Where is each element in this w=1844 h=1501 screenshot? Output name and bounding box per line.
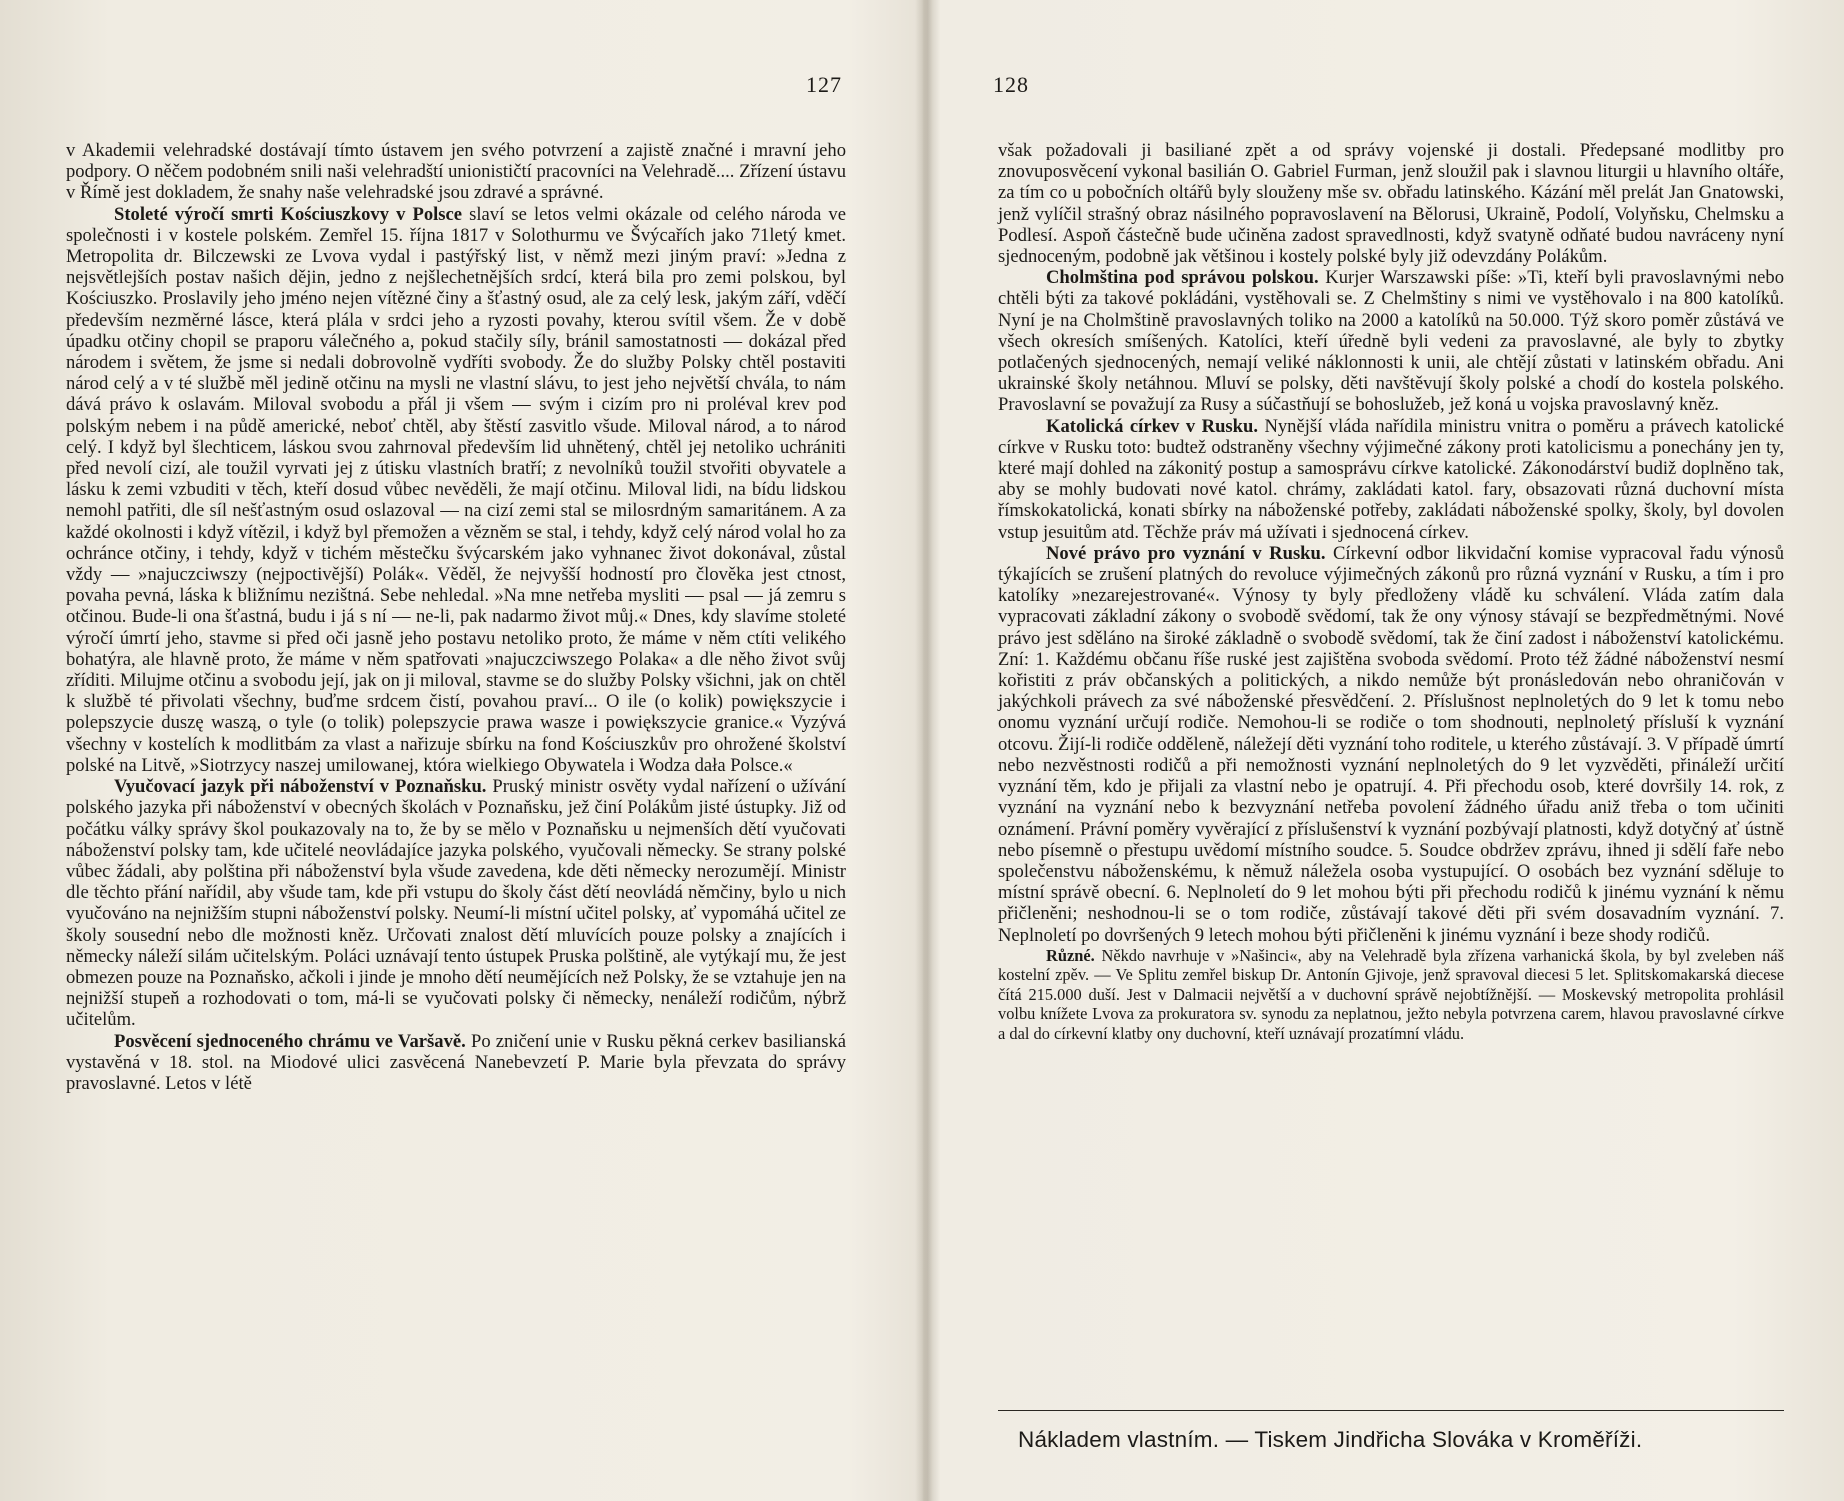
page-gutter xyxy=(915,0,933,1501)
paragraph-text: v Akademii velehradské dostávají tímto ústavem jen svého potvrzení a zajistě značné i mravní jeho podpory. O něčem podobném snili naši velehradští unionističtí pracovníci na Velehradě.... Zřízení ústavu v Římě jest dokladem, že snahy naše velehradské jsou zdravé a správné. xyxy=(66,140,846,204)
section-heading: Různé. xyxy=(1046,945,1095,965)
right-paragraph-1 xyxy=(998,140,1784,267)
paragraph-text: slaví se letos velmi okázale od celého národa ve společnosti i v kostele polském. Zemřel 15. října 1817 v Solothurmu ve Švýcařích jako 71letý kmet. Metropolita dr. Bilczewski ze Lvova vydal i pastýřský list, v němž mezi jiným praví: »Jedna z nejsvětlejších postav našich dějin, jedno z nejšlechetnějších srdcí, která bila pro zemi polskou, byl Kościuszko. Proslavily jeho jméno nejen vítězné činy a šťastný osud, ale za celý lesk, jakým září, vděčí především nezměrné lásce, která plála v srdci jeho a ryzosti povahy, kterou svítil všem. Že v době úpadku otčiny chopil se praporu válečného a, pokud stačily síly, bránil samostatnosti — dokázal před národem i světem, že jsme si nedali dobrovolně vydříti svobody. Že do služby Polsky chtěl postaviti národ celý a v té službě měl jedině otčinu na mysli ne vlastní slávu, to jest jeho největší chvála, to nám dává právo k oslavám. Miloval svobodu a přál ji všem — svým i cizím pro ni proléval krev pod polským nebem i na půdě americké, neboť chtěl, aby štěstí zasvitlo všude. Miloval národ, a to národ celý. I když byl šlechticem, láskou svou zahrnoval především lid uhnětený, chtěl jej netoliko uchrániti před nevolí cizí, ale toužil vyrvati jej z útisku vlastních bratří; z nevolníků toužil stvořiti obyvatele a lásku k zemi vzbuditi v těch, kteří dosud vůbec nevěděli, že mají otčinu. Miloval lidi, na bídu lidskou nemohl patřiti, dle síl nešťastným osud oslazoval — na cizí zemi stal se milosrdným samaritánem. A za každé okolnosti i když vítězil, i když byl přemožen a vězněm se stal, i tehdy, když celý národ volal ho za ochránce otčiny, i tehdy, když v tichém městečku švýcarském jako vyhnanec život dokonával, zůstal vždy — »najuczciwszy (nejpoctivější) Polák«. Věděl, že nejvyšší hodností pro člověka jest ctnost, povaha pevná, láska k bližnímu nezištná. Sebe nehledal. »Na mne netřeba mysliti — psal — já zemru s otčinou. Bude-li ona šťastná, budu i já s ní — ne-li, pak nadarmo život můj.« Dnes, kdy slavíme stoleté výročí úmrtí jeho, stavme si před oči jasně jeho postavu netoliko proto, že máme v něm ctíti velikého bohatýra, ale hlavně proto, že máme v něm spatřovati »najuczciwszego Polaka« a dle něho život svůj zříditi. Milujme otčinu a svobodu její, jak on ji miloval, stavme se do služby Polsky všichni, jak on chtěl k službě té přivolati všechny, buďme srdcem čistí, povahou praví... O ile (o kolik) powiększycie i polepszycie duszę waszą, o tyle (o tolik) polepszycie prawa wasze i powiększycie granice.« Vyzývá všechny v kostelích k modlitbám za vlast a nařizuje sbírku na fond Kościuszkův pro ohrožené školství polské na Litvě, »Siotrzycy naszej umilowanej, która wielkiego Obywatela i Wodza dała Polsce.« xyxy=(66,203,847,776)
right-paragraph-2 xyxy=(998,267,1784,415)
section-heading: Posvěcení sjednoceného chrámu ve Varšavě. xyxy=(114,1030,466,1052)
left-paragraph-4 xyxy=(66,1031,846,1095)
section-heading: Stoleté výročí smrti Kościuszkovy v Polsce xyxy=(114,203,463,225)
section-heading: Nové právo pro vyznání v Rusku. xyxy=(1046,542,1326,564)
left-page xyxy=(0,0,915,1501)
paragraph-text: Církevní odbor likvidační komise vypracoval řadu výnosů týkajících se zrušení platných do revoluce výjimečných zákonů pro různá vyznání v Rusku, a tím i pro katolíky »nezarejestrované«. Výnosy ty byly předloženy vládě ku schválení. Vláda zatím dala vypracovati základní zákony o svobodě svědomí, tak že ony výnosy stávají se bezpředmětnými. Nové právo jest sděláno na široké základně o svobodě svědomí, tak že činí zadost i náboženství katolickému. Zní: 1. Každému občanu říše ruské jest zajištěna svoboda svědomí. Proto též žádné náboženství nesmí kořistiti z práv občanských a politických, a nikdo nemůže být pronásledován nebo ohraničován v jakýchkoli právech za své náboženské přesvědčení. 2. Příslušnost neplnoletých do 9 let k tomu nebo onomu vyznání určují rodiče. Nemohou-li se rodiče o tom shodnouti, neplnoletý přísluší k vyznání otcovu. Žijí-li rodiče odděleně, náležejí děti vyznání toho roditele, u kterého zůstávají. 3. V případě úmrtí nebo nezvěstnosti rodičů a při nemožnosti vyznání neplnoletých do 9 let vyzvěděti, přináleží určití vyznání těm, kdo je přijali za vlastní nebo je opatrují. 4. Při přechodu osob, které dovršily 14. rok, z vyznání na vyznání nebo k bezvyznání netřeba povolení žádného úřadu aniž třeba o tom učiniti oznámení. Právní poměry vyvěrající z příslušenství k vyznání pozbývají platnosti, když dotyčný ať ústně nebo písemně o přestupu uvědomí místního soudce. 5. Soudce obdržev zprávu, ihned ji sdělí faře nebo společenstvu náboženskému, k němuž náležela osoba vystupující. O osobách bez vyznání sděluje to místní správě obecní. 6. Neplnoletí do 9 let mohou býti při přechodu rodičů k jinému vyznání k němu přičleněni; neshodnou-li se o tom rodiče, zůstávají takové děti při svém dosavadním vyznání. 7. Neplnoletí po dovršených 9 letech mohou býti přičleněni k jinému vyznání i beze shody rodičů. xyxy=(998,542,1784,946)
right-page xyxy=(933,0,1844,1501)
right-page-number: 128 xyxy=(993,72,1029,97)
section-heading: Vyučovací jazyk při náboženství v Poznaňsku. xyxy=(114,776,487,798)
section-heading: Katolická církev v Rusku. xyxy=(1046,415,1258,437)
paragraph-text: Kurjer Warszawski píše: »Ti, kteří byli pravoslavnými nebo chtěli býti za takové pokládáni, vystěhovali se. Z Chelmštiny s nimi ve vystěhovalo i na 800 katolíků. Nyní je na Cholmštině pravoslavných toliko na 2000 a katolíků na 50.000. Týž skoro poměr zůstává ve všech okresích smíšených. Katolíci, kteří úředně byli vedeni za pravoslavné, ale byly to zbytky potlačených sjednocených, nemají veliké náklonnosti k unii, ale chtějí zůstati v latinském obřadu. Ani ukrainské školy netáhnou. Mluví se polsky, děti navštěvují školy polské a chodí do kostela polského. Pravoslavní se považují za Rusy a súčastňují se bohoslužeb, jež koná u vojska pravoslavný kněz. xyxy=(998,267,1784,416)
paragraph-text: Někdo navrhuje v »Našinci«, aby na Velehradě byla zřízena varhanická škola, by byl zveleben náš kostelní zpěv. — Ve Splitu zemřel biskup Dr. Antonín Gjivoje, jenž spravoval diecesi 5 let. Splitskomakarská diecese čítá 215.000 duší. Jest v Dalmacii největší a v duchovní správě nejobtížnější. — Moskevský metropolita prohlásil volbu knížete Lvova za prokuratora sv. synodu za neplatnou, ježto nebyla potvrzena carem, hlavou pravoslavné církve a dal do církevní klatby ony duchovní, kteří uznávají prozatímní vládu. xyxy=(998,945,1784,1043)
paragraph-text: však požadovali ji basiliané zpět a od správy vojenské ji dostali. Předepsané modlitby pro znovuposvěcení vykonal basilián O. Gabriel Furman, jenž sloužil pak i slavnou liturgii u hlavního oltáře, za tím co u pobočních oltářů byly slouženy mše sv. obřadu latinského. Kázání měl prelát Jan Gnatowski, jenž vylíčil strašný obraz násilného popravoslavení na Bělorusi, Ukraině, Podolí, Volyňsku, Chelmsku a Podlesí. Aspoň částečně bude učiněna zadost spravedlnosti, když svatyně odňaté budou navráceny nyní sjednoceným, podobně jak většinou i kostely polské byly již odevzdány Polákům. xyxy=(998,140,1784,268)
paragraph-text: Pruský ministr osvěty vydal nařízení o užívání polského jazyka při náboženství v obecných školách v Poznaňsku, jež činí Polákům jisté ústupky. Již od počátku války správy škol poukazovaly na to, že by se mělo v Poznaňsku u nejmenších dětí vyučovati náboženství polsky tam, kde učitelé neovládajíce jazyka polského, vyučovali německy. Se strany polské vůbec žádali, aby polština při náboženství byla všude zavedena, kde děti německy nerozumějí. Ministr dle těchto přání nařídil, aby všude tam, kde při vstupu do školy část dětí neovládá němčiny, bylo u nich vyučováno na nejnižším stupni náboženství polsky. Neumí-li místní učitel polsky, ať vypomáhá učitel ze školy sousední nebo dle možnosti kněz. Určovati znalost dětí mluvících pouze polsky a znajících i německy náleží silám učitelským. Poláci uznávají tento ústupek Pruska polštině, ale vytýkají mu, že jest obmezen pouze na Poznaňsko, ačkoli i jinde je mnoho dětí neumějících než Polsky, že se vztahuje jen na nejnižší stupeň a rozhodovati o tom, má-li se vyučovati polsky či německy, nenáleží rodičům, nýbrž učitelům. xyxy=(66,776,847,1031)
left-paragraph-2 xyxy=(66,204,846,776)
imprint: Nákladem vlastním. — Tiskem Jindřicha Slováka v Kroměříži. xyxy=(1018,1427,1643,1452)
paragraph-text: Nynější vláda nařídila ministru vnitra o poměru a právech katolické církve v Rusku toto: budtež odstraněny všechny výjimečné zákony proti katolicismu a ponechány jen ty, které mají dohled na zákonitý postup a samosprávu církve katolické. Zákonodárství budiž doplněno tak, aby se mohly budovati nové katol. chrámy, zakládati katol. fary, obsazovati různá duchovní místa římskokatolická, konati sbírky na náboženské potřeby, zakládati náboženské spolky, školy, byl dovolen vstup jesuitům atd. Těchže práv má užívati i sjednocená církev. xyxy=(998,415,1784,543)
section-heading: Cholmština pod správou polskou. xyxy=(1046,267,1319,289)
left-paragraph-1 xyxy=(66,140,846,204)
left-page-text xyxy=(66,140,846,1094)
imprint-rule xyxy=(998,1410,1784,1411)
left-paragraph-3 xyxy=(66,776,846,1030)
right-paragraph-5 xyxy=(998,946,1784,1044)
right-page-text xyxy=(998,140,1784,1043)
right-paragraph-4 xyxy=(998,543,1784,946)
right-paragraph-3 xyxy=(998,416,1784,543)
left-page-number: 127 xyxy=(806,72,842,97)
paragraph-text: Po zničení unie v Rusku pěkná cerkev basilianská vystavěná v 18. stol. na Miodové ulici zasvěcená Nanebevzetí P. Marie byla převzata do správy pravoslavné. Letos v létě xyxy=(66,1030,847,1094)
